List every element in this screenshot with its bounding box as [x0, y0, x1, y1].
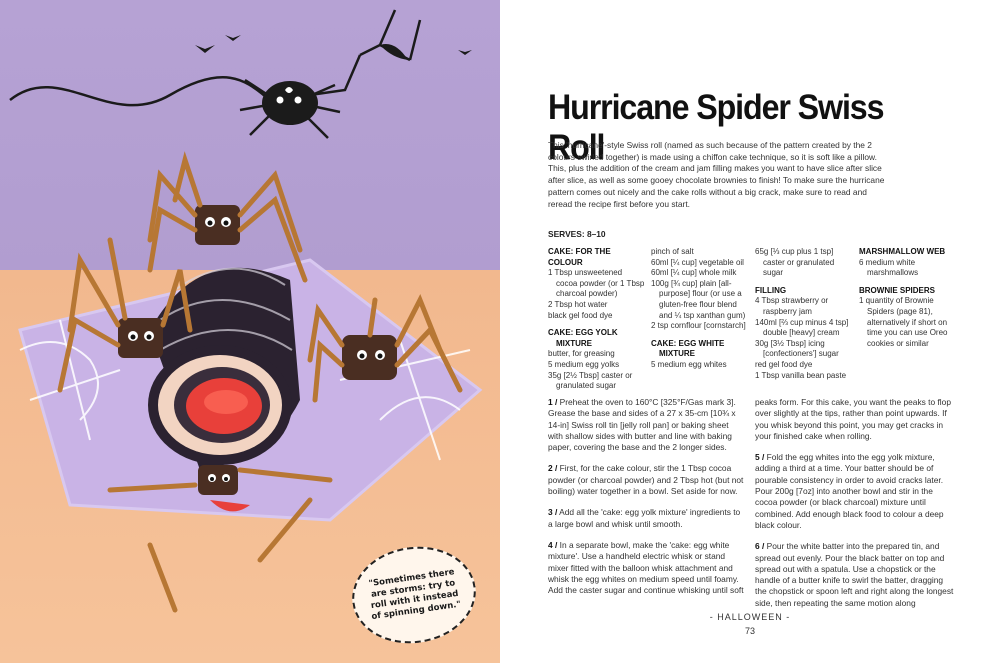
ingredient-line: 1 Tbsp unsweetened [548, 268, 623, 278]
step-text: Pour the white batter into the prepared tin, and spread out evenly. Pour the black batter on top and spread out with a spatula. Use a chopstick or the handle of a butter knife to swirl the batter, dragging the chopstick or spoon left and right along the longest side, then repeating the same motion along [755, 541, 954, 608]
ingredient-heading-line: CAKE: EGG YOLK [548, 328, 618, 338]
ingredient-line: raspberry jam [763, 306, 812, 316]
step-number: 6 / [755, 541, 765, 552]
step-number: 4 / [548, 539, 558, 550]
ingredient-line: 140ml [⅔ cup minus 4 tsp] [755, 317, 849, 327]
brownie-spider-top [195, 205, 240, 245]
method-column-left [548, 397, 745, 606]
doodle-bat-icon [195, 45, 215, 53]
method-step-6 [755, 541, 955, 609]
doodle-web-corner [310, 10, 420, 95]
ingredient-line: [confectioners'] sugar [763, 349, 839, 359]
ingredient-line: purpose] flour (or use a [659, 289, 742, 299]
step-number: 2 / [548, 463, 558, 474]
method-step-4-continued: peaks form. For this cake, you want the peaks to flop over slightly at the tips, rather than point upwards. If you whisk beyond this point, you may get cracks in your finished cake when rolling. [755, 397, 951, 441]
ingredient-line: time you can use Oreo [867, 328, 948, 338]
ingredient-line: 6 medium white [859, 257, 916, 267]
step-text: First, for the cake colour, stir the 1 Tbsp cocoa powder (or charcoal powder) and 2 Tbsp hot (but not boiling) water together in a bowl. Set aside for now. [548, 463, 744, 497]
method-column-right [755, 397, 955, 619]
step-text: Fold the egg whites into the egg yolk mixture, adding a third at a time. Your batter should be of pourable consistency in order to avoid cracks later. Pour 200g [7oz] into another bowl and stir in the cocoa powder (or black charcoal) mixture until combined. Add enough black food to colour a deep black colour. [755, 452, 944, 530]
ingredient-line: cocoa powder (or 1 Tbsp [556, 278, 645, 288]
ingredient-line: sugar [763, 268, 784, 278]
ingredients-column-4 [859, 247, 959, 349]
ingredient-line: and ¼ tsp xanthan gum) [659, 310, 746, 320]
ingredients-column-1 [548, 247, 646, 392]
ingredient-line: double [heavy] cream [763, 328, 840, 338]
ingredient-heading: BROWNIE SPIDERS [859, 285, 936, 295]
doodle-bat-icon [225, 35, 241, 41]
method-step-3 [548, 507, 745, 530]
ingredient-line: pinch of salt [651, 247, 694, 256]
ingredient-line: 2 Tbsp hot water [548, 299, 608, 309]
ingredient-line: 1 Tbsp vanilla bean paste [755, 370, 847, 380]
serves-label: SERVES: 8–10 [548, 229, 606, 239]
step-number: 3 / [548, 507, 558, 518]
ingredient-line: 35g [2½ Tbsp] caster or [548, 370, 633, 380]
step-text: Preheat the oven to 160°C [325°F/Gas mark 3]. Grease the base and sides of a 27 x 35-cm [10¾ x 14-in] Swiss roll tin [jelly roll pan] or baking sheet with shallow sides with butter and line with baking paper, covering the base and the 2 longer sides. [548, 397, 736, 453]
ingredient-heading-line: MIXTURE [659, 349, 695, 359]
brownie-spider-front [198, 465, 238, 495]
ingredient-heading [548, 328, 646, 349]
step-text: Add all the 'cake: egg yolk mixture' ingredients to a large bowl and whisk until smooth. [548, 507, 741, 529]
ingredient-line: black gel food dye [548, 310, 613, 320]
ingredients-column-3 [755, 247, 855, 381]
ingredient-line: red gel food dye [755, 359, 813, 369]
method-step-1 [548, 397, 745, 453]
method-step-2 [548, 463, 745, 497]
ingredients-column-2 [651, 247, 751, 371]
ingredient-line: Spiders (page 81), [867, 306, 933, 316]
recipe-title: Hurricane Spider Swiss Roll [548, 88, 884, 167]
recipe-intro: This 'hurricane'-style Swiss roll (named as such because of the pattern created by the 2 colours swirled together) is made using a chiffon cake technique, so it is soft like a pillow. This, plus the addition of the cream and jam filling makes you want to have slice after slice after slice, as well as some gooey chocolate brownies to finish! To make sure the hurricane pattern comes out nicely and the cake rolls without a big crack, make sure to read and reread the recipe first before you start. [548, 140, 885, 209]
ingredient-line: 5 medium egg yolks [548, 359, 620, 369]
ingredient-line: 100g [¾ cup] plain [all- [651, 278, 732, 288]
ingredient-heading [651, 339, 751, 360]
ingredient-line: 60ml [¼ cup] vegetable oil [651, 257, 744, 267]
ingredient-line: 60ml [¼ cup] whole milk [651, 268, 737, 278]
step-text: In a separate bowl, make the 'cake: egg white mixture'. Use a handheld electric whisk or stand mixer fitted with the balloon whisk attachment and whisk the egg whites on medium speed until foamy. Add the caster sugar and continue whisking until soft [548, 539, 744, 596]
ingredient-line: 4 Tbsp strawberry or [755, 296, 829, 306]
page-number: 73 [744, 626, 755, 636]
ingredient-line: 65g [⅓ cup plus 1 tsp] [755, 247, 834, 256]
ingredient-heading-line: CAKE: EGG WHITE [651, 338, 725, 348]
doodle-bat-icon [458, 50, 472, 55]
brownie-spider-left [118, 318, 163, 358]
brownie-spider-right [342, 335, 397, 380]
ingredient-heading: MARSHMALLOW WEB [859, 247, 946, 256]
ingredient-line: 1 quantity of Brownie [859, 296, 934, 306]
step-number: 1 / [548, 397, 558, 407]
ingredient-heading-line: MIXTURE [556, 338, 592, 348]
ingredient-line: marshmallows [867, 268, 919, 278]
ingredient-line: cookies or similar [867, 338, 929, 348]
recipe-page [500, 0, 1000, 663]
ingredient-line: gluten-free flour blend [659, 299, 737, 309]
section-footer: - HALLOWEEN - [709, 612, 791, 622]
step-number: 5 / [755, 452, 765, 463]
ingredient-line: 2 tsp cornflour [cornstarch] [651, 321, 746, 331]
ingredient-line: 30g [3½ Tbsp] icing [755, 338, 825, 348]
method-step-5 [755, 452, 955, 531]
ingredient-line: granulated sugar [556, 381, 617, 391]
ingredient-line: alternatively if short on [867, 317, 948, 327]
doodle-web-fill [380, 44, 408, 60]
ingredient-heading: FILLING [755, 285, 787, 295]
ingredient-heading: CAKE: FOR THE COLOUR [548, 247, 611, 267]
ingredient-line: caster or granulated [763, 257, 835, 267]
method-step-4 [548, 540, 745, 596]
ingredient-line: butter, for greasing [548, 349, 615, 359]
doodle-web-strand [10, 77, 270, 105]
ingredient-line: charcoal powder) [556, 289, 618, 299]
quote-text: "Sometimes there are storms: try to roll with it instead of spinning down." [368, 567, 462, 623]
ingredient-line: 5 medium egg whites [651, 359, 727, 369]
